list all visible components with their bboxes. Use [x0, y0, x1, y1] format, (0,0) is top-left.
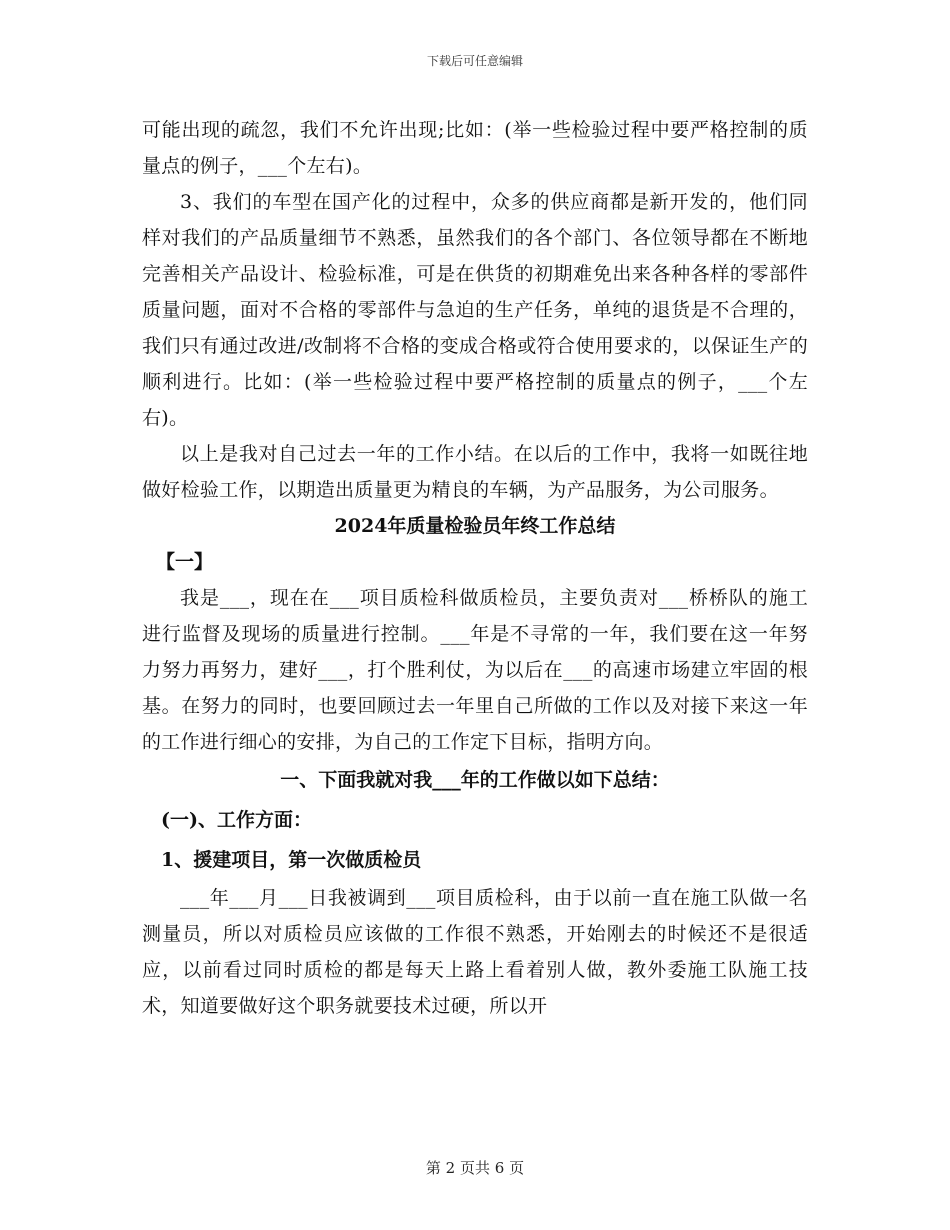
paragraph-1: 可能出现的疏忽，我们不允许出现;比如：(举一些检验过程中要严格控制的质量点的例子，___个左右)。	[142, 119, 808, 177]
page-footer: 第 2 页共 6 页	[425, 1159, 525, 1177]
section-heading-1: 一、下面我就对我___年的工作做以如下总结：	[280, 769, 670, 791]
page-header: 下载后可任意编辑	[426, 54, 523, 68]
section-marker: 【一】	[156, 551, 214, 573]
document-body	[142, 112, 808, 1024]
section-heading-2: (一)、工作方面：	[161, 809, 312, 831]
section-heading-3: 1、援建项目，第一次做质检员	[161, 849, 422, 871]
paragraph-5: ___年___月___日我被调到___项目质检科，由于以前一直在施工队做一名测量员，所以对质检员应该做的工作很不熟悉，开始刚去的时候还不是很适应，以前看过同时质检的都是每天上路上看着别人做，教外委施工队施工技术，知道要做好这个职务就要技术过硬，所以开	[142, 887, 808, 1017]
document-title: 2024年质量检验员年终工作总结	[334, 515, 616, 537]
paragraph-2: 3、我们的车型在国产化的过程中，众多的供应商都是新开发的，他们同样对我们的产品质量细节不熟悉，虽然我们的各个部门、各位领导都在不断地完善相关产品设计、检验标准，可是在供货的初期难免出来各种各样的零部件质量问题，面对不合格的零部件与急迫的生产任务，单纯的退货是不合理的，我们只有通过改进/改制将不合格的变成合格或符合使用要求的，以保证生产的顺利进行。比如：(举一些检验过程中要严格控制的质量点的例子，___个左右)。	[142, 191, 808, 429]
paragraph-4: 我是___，现在在___项目质检科做质检员，主要负责对___桥桥队的施工进行监督及现场的质量进行控制。___年是不寻常的一年，我们要在这一年努力努力再努力，建好___，打个胜利仗，为以后在___的高速市场建立牢固的根基。在努力的同时，也要回顾过去一年里自己所做的工作以及对接下来这一年的工作进行细心的安排，为自己的工作定下目标，指明方向。	[142, 587, 808, 753]
paragraph-3: 以上是我对自己过去一年的工作小结。在以后的工作中，我将一如既往地做好检验工作，以期造出质量更为精良的车辆，为产品服务，为公司服务。	[142, 443, 808, 501]
